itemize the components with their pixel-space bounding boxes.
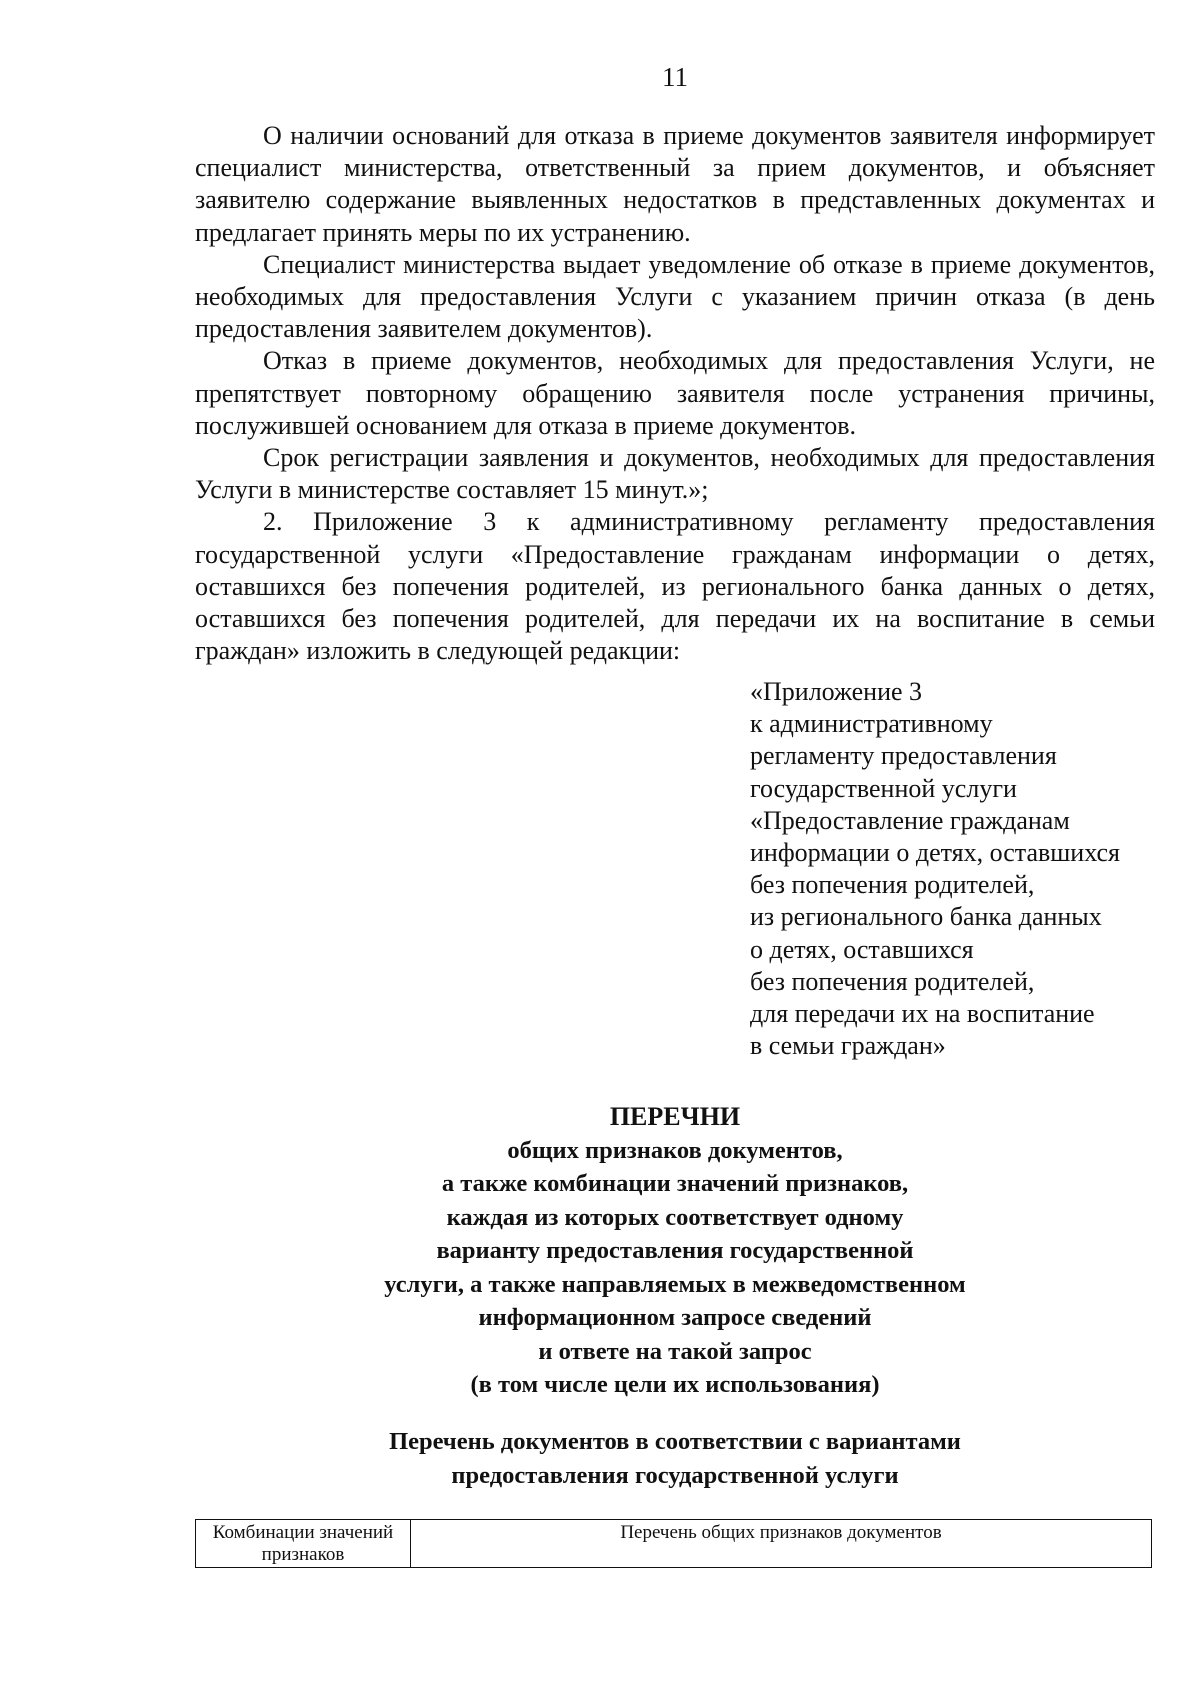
title-line: каждая из которых соответствует одному: [446, 1203, 904, 1231]
subtitle-line: Перечень документов в соответствии с вариантами: [389, 1428, 961, 1455]
paragraph-refusal-notice: О наличии оснований для отказа в приеме документов заявителя информирует специалист министерства, ответственный за прием документов, и объясняет заявителю содержание выявленных недостатков в представленных документах и предлагает принять меры по их устранению.: [195, 121, 1155, 247]
page-number: 11: [662, 62, 688, 92]
paragraph-appendix-amendment: 2. Приложение 3 к административному регламенту предоставления государственной услуги «Предоставление гражданам информации о детях, оставшихся без попечения родителей, из регионального банка данных о детях, оставшихся без попечения родителей, для передачи их на воспитание в семьи граждан» изложить в следующей редакции:: [195, 507, 1155, 666]
appendix-line: из регионального банка данных: [750, 902, 1102, 932]
title-line: а также комбинации значений признаков,: [441, 1170, 909, 1197]
column-header-features: Перечень общих признаков документов: [411, 1520, 1152, 1568]
documents-table: [195, 1519, 1152, 1568]
appendix-line: информации о детях, оставшихся: [750, 838, 1120, 868]
appendix-line: без попечения родителей,: [750, 966, 1035, 996]
appendix-header: [750, 676, 1170, 1062]
title-main: ПЕРЕЧНИ: [609, 1102, 741, 1131]
title-line: варианту предоставления государственной: [436, 1237, 914, 1264]
appendix-line: «Приложение 3: [750, 677, 923, 706]
appendix-line: для передачи их на воспитание: [750, 999, 1095, 1029]
paragraph-registration-term: Срок регистрации заявления и документов, необходимых для предоставления Услуги в министерстве составляет 15 минут.»;: [195, 443, 1155, 505]
title-line: (в том числе цели их использования): [470, 1371, 880, 1398]
appendix-line: без попечения родителей,: [750, 870, 1035, 900]
column-header-combinations: Комбинации значений признаков: [196, 1520, 411, 1568]
body-text: [195, 120, 1155, 667]
title-line: общих признаков документов,: [507, 1136, 843, 1164]
title-line: информационном запросе сведений: [478, 1304, 872, 1331]
subtitle-line: предоставления государственной услуги: [451, 1462, 899, 1489]
appendix-line: к административному: [750, 709, 993, 739]
title-line: услуги, а также направляемых в межведомственном: [384, 1270, 966, 1298]
appendix-line: о детях, оставшихся: [750, 934, 974, 964]
appendix-line: в семьи граждан»: [750, 1031, 946, 1061]
table-header-row: [196, 1520, 1152, 1568]
section-subtitle: [195, 1425, 1155, 1493]
appendix-line: государственной услуги: [750, 773, 1017, 803]
appendix-line: регламенту предоставления: [750, 741, 1057, 771]
paragraph-repeat-application: Отказ в приеме документов, необходимых для предоставления Услуги, не препятствует повторному обращению заявителя после устранения причины, послужившей основанием для отказа в приеме документов.: [195, 346, 1155, 440]
appendix-line: «Предоставление гражданам: [750, 805, 1070, 835]
document-title: [195, 1100, 1155, 1402]
title-line: и ответе на такой запрос: [538, 1337, 812, 1365]
paragraph-refusal-notification: Специалист министерства выдает уведомление об отказе в приеме документов, необходимых для предоставления Услуги с указанием причин отказа (в день предоставления заявителем документов).: [195, 249, 1155, 344]
